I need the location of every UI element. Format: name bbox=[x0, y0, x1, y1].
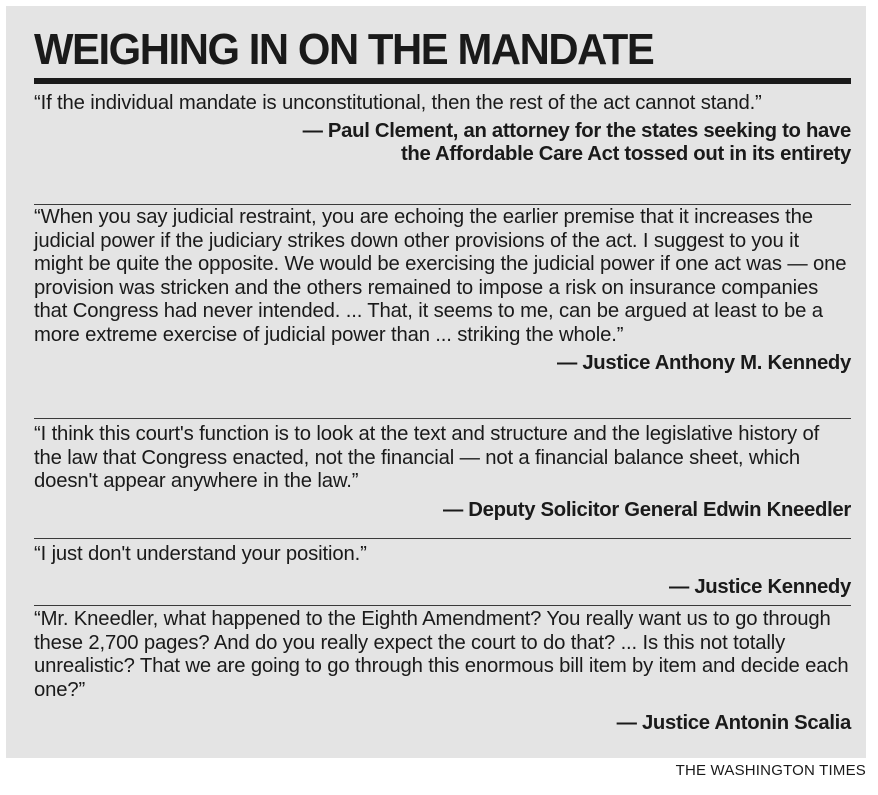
quote-attribution bbox=[34, 499, 851, 523]
attribution-line: — Justice Antonin Scalia bbox=[616, 712, 851, 734]
quote-block-scalia bbox=[34, 608, 851, 736]
source-credit: THE WASHINGTON TIMES bbox=[675, 762, 866, 779]
infographic-panel bbox=[6, 6, 866, 758]
quote-attribution bbox=[34, 712, 851, 736]
infographic-content bbox=[34, 6, 851, 758]
quote-text: “When you say judicial restraint, you are echoing the earlier premise that it increases the judicial power if the judiciary strikes down other provisions of the act. I suggest to you it might be quite the opposite. We would be exercising the judicial power if one act was — one provision was stricken and the others remained to impose a risk on insurance companies that Congress had never intended. ... That, it seems to me, can be argued at least to be a more extreme exercise of judicial power than ... striking the whole.” bbox=[34, 206, 847, 346]
quote-text: “I think this court's function is to look at the text and structure and the legislative history of the law that Congress enacted, not the financial — not a financial balance sheet, which doesn't appear anywhere in the law.” bbox=[34, 423, 820, 492]
quote-divider bbox=[34, 418, 851, 419]
quote-attribution bbox=[34, 352, 851, 376]
quote-text: “I just don't understand your position.” bbox=[34, 543, 367, 565]
quote-divider bbox=[34, 204, 851, 205]
quote-block-kennedy-short bbox=[34, 543, 851, 599]
quote-block-kennedy bbox=[34, 206, 851, 376]
attribution-line: the Affordable Care Act tossed out in its entirety bbox=[400, 143, 851, 165]
quote-text: “Mr. Kneedler, what happened to the Eighth Amendment? You really want us to go through these 2,700 pages? And do you really expect the court to do that? ... Is this not totally unrealistic? That we are going to go through this enormous bill item by item and decide each one?” bbox=[34, 608, 849, 701]
quote-block-clement bbox=[34, 92, 851, 167]
attribution-line: — Justice Kennedy bbox=[669, 575, 851, 598]
infographic-title: WEIGHING IN ON THE MANDATE bbox=[34, 25, 654, 74]
quote-attribution bbox=[34, 120, 851, 167]
attribution-line: — Justice Anthony M. Kennedy bbox=[557, 352, 851, 374]
quote-attribution bbox=[34, 576, 851, 600]
attribution-line: — Deputy Solicitor General Edwin Kneedler bbox=[442, 498, 851, 521]
quote-block-kneedler bbox=[34, 423, 851, 522]
title-rule bbox=[34, 78, 851, 84]
quote-text: “If the individual mandate is unconstitutional, then the rest of the act cannot stand.” bbox=[34, 92, 762, 114]
quote-divider bbox=[34, 538, 851, 539]
quote-divider bbox=[34, 605, 851, 606]
attribution-line: — Paul Clement, an attorney for the states seeking to have bbox=[302, 119, 851, 142]
